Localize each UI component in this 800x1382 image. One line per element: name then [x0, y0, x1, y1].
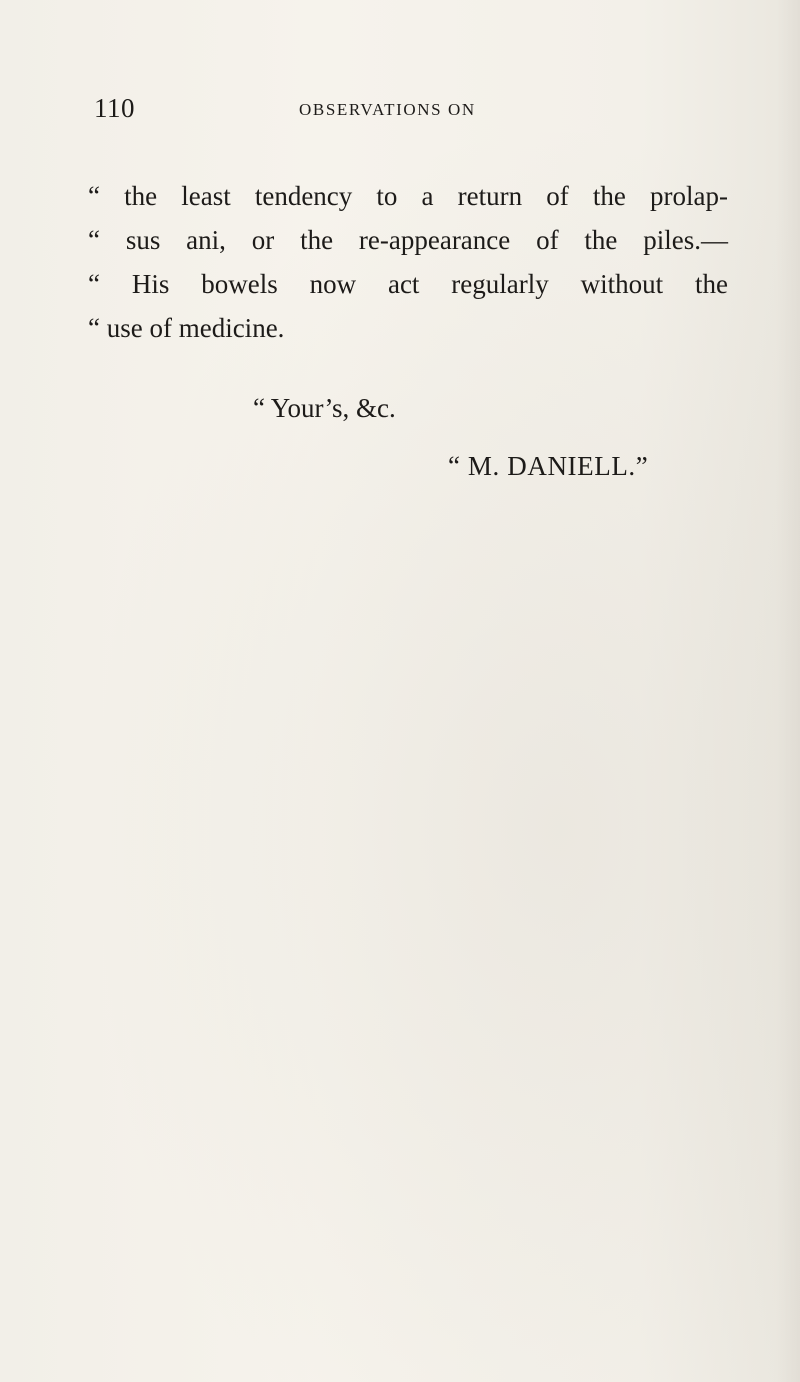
running-head: OBSERVATIONS ON	[299, 100, 476, 119]
text-line: “ the least tendency to a return of the prolap-	[88, 181, 728, 211]
text-line: “ use of medicine.	[88, 313, 285, 343]
body-text	[88, 174, 728, 350]
page-number: 110	[94, 93, 135, 123]
page-header	[94, 93, 720, 127]
letter-signature: “ M. DANIELL.”	[448, 451, 649, 481]
text-line: “ His bowels now act regularly without the	[88, 269, 728, 299]
text-line: “ sus ani, or the re-appearance of the piles.—	[88, 225, 728, 255]
letter-closing: “ Your’s, &c.	[253, 393, 396, 423]
